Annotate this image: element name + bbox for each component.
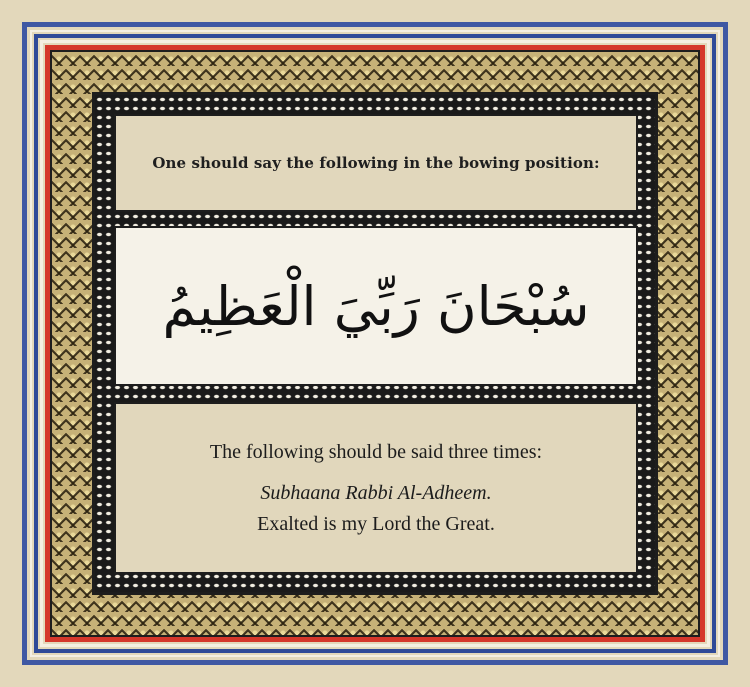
intro-panel [114,114,638,212]
intro-text: One should say the following in the bowing position: [152,154,600,172]
arabic-panel [114,226,638,386]
translation-text: Exalted is my Lord the Great. [257,512,495,535]
translation-panel [114,402,638,574]
transliteration-text: Subhaana Rabbi Al-Adheem. [260,481,492,504]
arabic-text: سُبْحَانَ رَبِّيَ الْعَظِيمُ [162,274,590,338]
instruction-text: The following should be said three times: [209,440,543,463]
